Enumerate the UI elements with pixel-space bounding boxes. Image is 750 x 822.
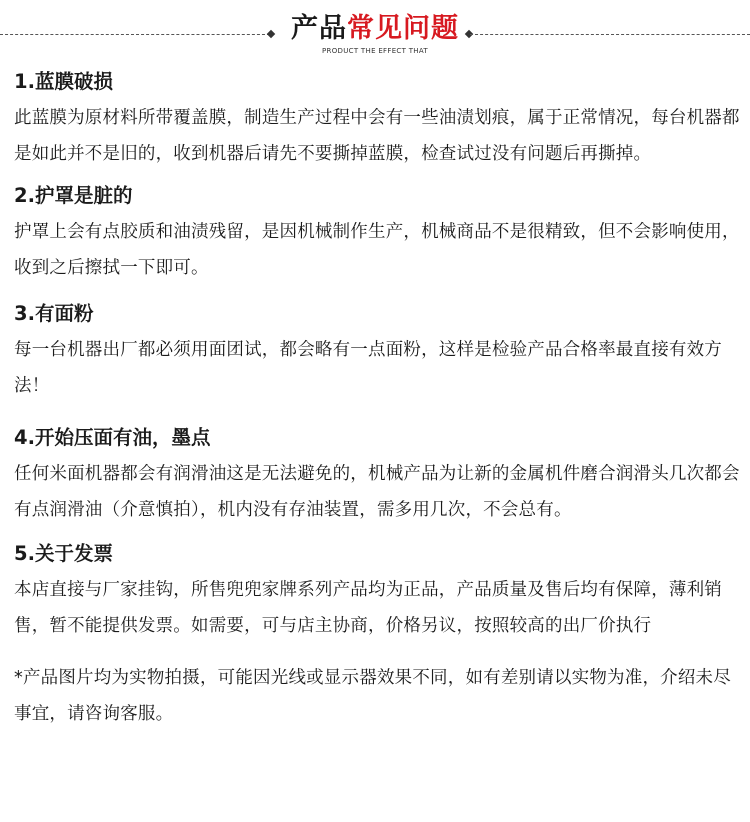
header-divider-right [470, 34, 750, 35]
diamond-ornament-left-icon [267, 30, 275, 38]
faq-section-body: 每一台机器出厂都必须用面团试，都会略有一点面粉，这样是检验产品合格率最直接有效方法！ [14, 340, 722, 396]
faq-section-oil [14, 420, 742, 528]
faq-section-title: 4.开始压面有油，墨点 [14, 426, 211, 449]
faq-section-flour [14, 296, 742, 404]
faq-section-body: 护罩上会有点胶质和油渍残留，是因机械制作生产，机械商品不是很精致，但不会影响使用，收到之后擦拭一下即可。 [14, 222, 740, 278]
page-title [285, 13, 465, 45]
page-header [0, 0, 750, 62]
faq-section-dirty-cover [14, 178, 742, 286]
faq-section-body: 任何米面机器都会有润滑油这是无法避免的，机械产品为让新的金属机件磨合润滑头几次都会有点润滑油（介意慎拍），机内没有存油装置，需多用几次，不会总有。 [14, 464, 740, 520]
page-title-black: 产品 [291, 13, 347, 44]
header-title-block [285, 13, 465, 56]
faq-section-body: 此蓝膜为原材料所带覆盖膜，制造生产过程中会有一些油渍划痕，属于正常情况，每台机器都是如此并不是旧的，收到机器后请先不要撕掉蓝膜，检查试过没有问题后再撕掉。 [14, 108, 740, 164]
header-divider-left [0, 34, 270, 35]
faq-section-blue-film [14, 64, 742, 172]
faq-section-title: 5.关于发票 [14, 542, 113, 565]
faq-section-title: 1.蓝膜破损 [14, 70, 113, 93]
faq-section-invoice [14, 536, 742, 644]
page-subtitle: PRODUCT THE EFFECT THAT [322, 47, 428, 55]
faq-content [14, 62, 742, 732]
page-title-red: 常见问题 [347, 13, 459, 44]
faq-section-title: 2.护罩是脏的 [14, 184, 133, 207]
faq-section-title: 3.有面粉 [14, 302, 94, 325]
footer-note: *产品图片均为实物拍摄，可能因光线或显示器效果不同，如有差别请以实物为准，介绍未尽事宜，请咨询客服。 [14, 668, 731, 724]
faq-section-body: 本店直接与厂家挂钩，所售兜兜家牌系列产品均为正品，产品质量及售后均有保障，薄利销售，暂不能提供发票。如需要，可与店主协商，价格另议，按照较高的出厂价执行 [14, 580, 722, 636]
